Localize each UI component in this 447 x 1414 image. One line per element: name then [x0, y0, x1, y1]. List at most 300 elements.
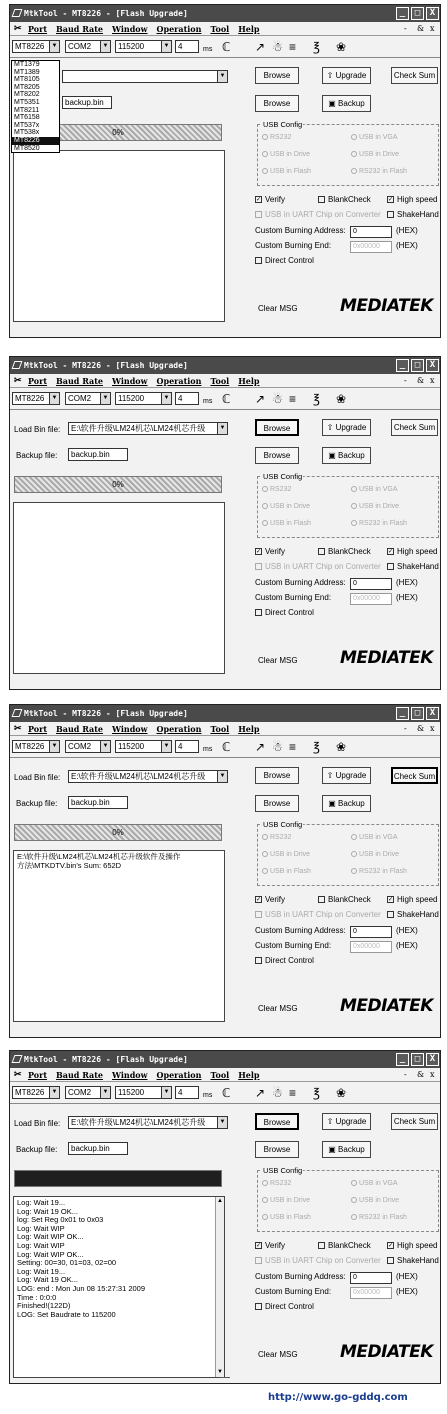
radio-icon[interactable]	[351, 134, 357, 140]
checkbox-icon[interactable]	[255, 257, 262, 264]
menu-baud-rate[interactable]: Baud Rate	[56, 24, 103, 34]
chip-option[interactable]: MT8205	[14, 83, 40, 91]
radio-icon[interactable]	[262, 1180, 268, 1186]
radio-icon[interactable]	[262, 1214, 268, 1220]
usb-option-6[interactable]	[351, 520, 407, 527]
port-select[interactable]	[65, 40, 111, 53]
usb-option-2[interactable]	[351, 134, 398, 141]
chevron-down-icon[interactable]: ▼	[100, 1087, 110, 1098]
chevron-down-icon[interactable]: ▼	[49, 1087, 59, 1098]
radio-icon[interactable]	[351, 1197, 357, 1203]
usb-converter-checkbox[interactable]	[255, 1256, 381, 1265]
radio-icon[interactable]	[351, 868, 357, 874]
blank-check-checkbox[interactable]	[318, 547, 371, 556]
floppy-icon: ▣	[328, 1145, 339, 1154]
log-line: 方法\MTKDTV.bin's Sum: 652D	[17, 860, 122, 870]
checkbox-icon[interactable]	[255, 563, 262, 570]
checkbox-icon[interactable]: ✓	[256, 897, 262, 904]
upgrade-button[interactable]	[322, 767, 371, 784]
menu-operation[interactable]: Operation	[156, 1070, 202, 1080]
menu-bar	[10, 1068, 440, 1082]
chip-icon[interactable]: ☃	[272, 1086, 283, 1100]
backup-button[interactable]	[322, 1141, 371, 1158]
menu-window[interactable]: Window	[112, 24, 148, 34]
mdi-restore-button[interactable]: &	[417, 24, 425, 33]
log-box	[13, 850, 225, 1022]
radio-icon[interactable]	[351, 520, 357, 526]
timeout-unit: ms	[203, 746, 213, 753]
chip-select-value: MT8226	[15, 394, 45, 403]
usb-converter-checkbox[interactable]	[255, 910, 381, 919]
signal-icon[interactable]: ℥	[313, 740, 320, 754]
chip-option[interactable]: MT8202	[14, 91, 40, 99]
radio-icon[interactable]	[351, 851, 357, 857]
radio-icon[interactable]	[262, 1197, 268, 1203]
signal-icon[interactable]: ℥	[313, 1086, 320, 1100]
clear-msg-button[interactable]: Clear MSG	[258, 1004, 298, 1013]
mdi-minimize-button[interactable]: -	[404, 1070, 407, 1079]
checkbox-icon[interactable]: ✓	[388, 549, 394, 556]
upgrade-button[interactable]	[322, 419, 371, 436]
book-icon[interactable]: ≡	[289, 740, 297, 754]
check-sum-button[interactable]: Check Sum	[391, 419, 438, 436]
chip-option[interactable]: MT538x	[14, 129, 40, 137]
chevron-down-icon[interactable]: ▼	[161, 1087, 171, 1098]
checkbox-icon[interactable]	[255, 911, 262, 918]
usb-option-5[interactable]	[262, 868, 311, 875]
usb-option-3[interactable]	[262, 503, 310, 510]
verify-checkbox-label: Verify	[265, 195, 286, 204]
chevron-down-icon[interactable]: ▼	[217, 423, 227, 434]
connect-icon[interactable]: ℂ	[222, 1086, 231, 1100]
timeout-input[interactable]: 4	[175, 40, 199, 53]
checkbox-icon[interactable]: ✓	[256, 549, 262, 556]
usb-option-1[interactable]	[262, 834, 291, 841]
usb-option-3[interactable]	[262, 851, 310, 858]
checkbox-icon[interactable]: ✓	[388, 897, 394, 904]
menu-window[interactable]: Window	[112, 376, 148, 386]
menu-help[interactable]: Help	[238, 376, 260, 386]
minimize-button[interactable]: _	[396, 7, 409, 20]
checkbox-icon[interactable]	[387, 1257, 394, 1264]
upgrade-button[interactable]	[322, 67, 371, 84]
usb-option-5[interactable]	[262, 520, 311, 527]
chevron-down-icon[interactable]: ▼	[161, 741, 171, 752]
port-select[interactable]	[65, 1086, 111, 1099]
chip-option[interactable]: MT1389	[14, 68, 40, 76]
checkbox-icon[interactable]	[255, 609, 262, 616]
usb-option-6[interactable]	[351, 868, 407, 875]
chip-select[interactable]	[12, 40, 60, 53]
usb-option-5[interactable]	[262, 1214, 311, 1221]
burn-address-input[interactable]: 0	[350, 578, 392, 590]
checkbox-icon[interactable]	[255, 211, 262, 218]
chip-option[interactable]: MT8520	[14, 144, 40, 152]
bin-path-value: E:\软件升级\LM24机芯\LM24机芯升级	[71, 424, 206, 433]
menu-bar	[10, 22, 440, 36]
chevron-down-icon[interactable]: ▼	[100, 741, 110, 752]
mdi-restore-button[interactable]: &	[417, 376, 425, 385]
backup-button[interactable]	[322, 447, 371, 464]
menu-operation[interactable]: Operation	[156, 724, 202, 734]
browse-backup-button[interactable]: Browse	[255, 795, 299, 812]
backup-path-input[interactable]: backup.bin	[68, 448, 128, 461]
usb-option-label: USB in Drive	[270, 503, 311, 510]
usb-option-5[interactable]	[262, 168, 311, 175]
hex-label: (HEX)	[396, 593, 418, 602]
radio-icon[interactable]	[351, 503, 357, 509]
timeout-input[interactable]: 4	[175, 740, 199, 753]
lightning-icon[interactable]: ↗	[255, 392, 266, 406]
connect-icon[interactable]: ℂ	[222, 392, 231, 406]
blank-check-checkbox[interactable]	[318, 195, 371, 204]
menu-port[interactable]: Port	[28, 1070, 48, 1080]
chevron-down-icon[interactable]: ▼	[217, 1117, 227, 1128]
window-title: MtkTool - MT8226 - [Flash Upgrade]	[24, 9, 188, 18]
shake-hand-checkbox[interactable]	[387, 210, 439, 219]
high-speed-checkbox[interactable]	[387, 1241, 437, 1250]
maximize-button[interactable]: □	[411, 707, 424, 720]
browse-backup-button[interactable]: Browse	[255, 447, 299, 464]
scroll-down-icon[interactable]: ▼	[217, 1369, 223, 1375]
check-sum-button[interactable]: Check Sum	[391, 767, 438, 784]
book-icon[interactable]: ≡	[289, 40, 297, 54]
burn-address-input[interactable]: 0	[350, 926, 392, 938]
connect-icon[interactable]: ℂ	[222, 740, 231, 754]
scissors-icon: ✂	[14, 724, 22, 734]
radio-icon[interactable]	[262, 134, 268, 140]
checkbox-icon[interactable]	[318, 1242, 325, 1249]
chip-option[interactable]: MT8226	[12, 137, 59, 145]
chevron-down-icon[interactable]: ▼	[217, 771, 227, 782]
chip-select[interactable]	[12, 392, 60, 405]
radio-icon[interactable]	[262, 168, 268, 174]
browse-bin-button[interactable]: Browse	[255, 419, 299, 436]
chip-option[interactable]: MT6158	[14, 114, 40, 122]
usb-option-4[interactable]	[351, 503, 399, 510]
mdi-restore-button[interactable]: &	[417, 1070, 425, 1079]
maximize-button[interactable]: □	[411, 1053, 424, 1066]
usb-option-2[interactable]	[351, 834, 398, 841]
scroll-up-icon[interactable]: ▲	[217, 1198, 223, 1204]
menu-operation[interactable]: Operation	[156, 24, 202, 34]
checkbox-icon[interactable]	[255, 1257, 262, 1264]
checkbox-icon[interactable]: ✓	[388, 1243, 394, 1250]
port-select-value: COM2	[68, 42, 92, 51]
chevron-down-icon[interactable]: ▼	[49, 393, 59, 404]
baud-select[interactable]	[115, 740, 172, 753]
radio-icon[interactable]	[262, 520, 268, 526]
radio-icon[interactable]	[351, 151, 357, 157]
backup-button[interactable]	[322, 95, 371, 112]
usb-option-2[interactable]	[351, 1180, 398, 1187]
checkbox-icon[interactable]	[387, 211, 394, 218]
checkbox-icon[interactable]: ✓	[256, 197, 262, 204]
load-bin-label: Load Bin file:	[14, 425, 61, 434]
bug-icon[interactable]: ❀	[336, 392, 347, 406]
high-speed-checkbox-label: High speed	[397, 195, 438, 204]
close-button[interactable]: X	[426, 1053, 439, 1066]
signal-icon[interactable]: ℥	[313, 392, 320, 406]
chip-icon[interactable]: ☃	[272, 40, 283, 54]
clear-msg-button[interactable]: Clear MSG	[258, 1350, 298, 1359]
usb-option-1[interactable]	[262, 1180, 291, 1187]
chevron-down-icon[interactable]: ▼	[161, 393, 171, 404]
usb-option-label: USB in Flash	[270, 868, 311, 875]
bug-icon[interactable]: ❀	[336, 740, 347, 754]
radio-icon[interactable]	[351, 1180, 357, 1186]
chevron-down-icon[interactable]: ▼	[49, 41, 59, 52]
log-box	[13, 150, 225, 322]
backup-path-input[interactable]: backup.bin	[68, 1142, 128, 1155]
checkbox-icon[interactable]: ✓	[256, 1243, 262, 1250]
high-speed-checkbox-label: High speed	[397, 895, 438, 904]
bin-path-value: E:\软件升级\LM24机芯\LM24机芯升级	[71, 772, 206, 781]
radio-icon[interactable]	[262, 851, 268, 857]
verify-checkbox[interactable]	[255, 895, 285, 904]
usb-option-label: USB in VGA	[359, 486, 398, 493]
mediatek-logo: MEDIATEK	[340, 996, 433, 1016]
connect-icon[interactable]: ℂ	[222, 40, 231, 54]
chip-option[interactable]: MT8105	[14, 76, 40, 84]
menu-baud-rate[interactable]: Baud Rate	[56, 376, 103, 386]
minimize-button[interactable]: _	[396, 359, 409, 372]
menu-tool[interactable]: Tool	[210, 1070, 230, 1080]
bin-path-select[interactable]	[68, 770, 228, 783]
progress-text: 0%	[112, 828, 124, 837]
chip-select-value: MT8226	[15, 42, 45, 51]
upgrade-button[interactable]	[322, 1113, 371, 1130]
browse-backup-button[interactable]: Browse	[255, 95, 299, 112]
mdi-close-button[interactable]: x	[430, 24, 435, 33]
usb-converter-checkbox[interactable]	[255, 210, 381, 219]
app-icon	[12, 1055, 23, 1063]
menu-tool[interactable]: Tool	[210, 24, 230, 34]
chip-icon[interactable]: ☃	[272, 740, 283, 754]
checkbox-icon[interactable]	[255, 1303, 262, 1310]
burn-end-input[interactable]: 0x00000	[350, 1287, 392, 1299]
maximize-button[interactable]: □	[411, 7, 424, 20]
checkbox-icon[interactable]	[318, 196, 325, 203]
usb-option-label: RS232	[270, 134, 292, 141]
shake-hand-checkbox[interactable]	[387, 1256, 439, 1265]
menu-window[interactable]: Window	[112, 724, 148, 734]
high-speed-checkbox[interactable]	[387, 547, 437, 556]
close-button[interactable]: X	[426, 707, 439, 720]
minimize-button[interactable]: _	[396, 1053, 409, 1066]
usb-option-4[interactable]	[351, 1197, 399, 1204]
lightning-icon[interactable]: ↗	[255, 1086, 266, 1100]
mdi-close-button[interactable]: x	[430, 1070, 435, 1079]
clear-msg-button[interactable]: Clear MSG	[258, 656, 298, 665]
mdi-close-button[interactable]: x	[430, 376, 435, 385]
bug-icon[interactable]: ❀	[336, 1086, 347, 1100]
menu-help[interactable]: Help	[238, 24, 260, 34]
chevron-down-icon[interactable]: ▼	[100, 41, 110, 52]
chip-select-value: MT8226	[15, 1088, 45, 1097]
port-select-value: COM2	[68, 742, 92, 751]
usb-option-label: RS232	[270, 834, 292, 841]
backup-path-input[interactable]: backup.bin	[62, 96, 112, 109]
radio-icon[interactable]	[262, 486, 268, 492]
usb-option-2[interactable]	[351, 486, 398, 493]
menu-help[interactable]: Help	[238, 724, 260, 734]
radio-icon[interactable]	[262, 503, 268, 509]
burn-end-input[interactable]: 0x00000	[350, 241, 392, 253]
radio-icon[interactable]	[262, 834, 268, 840]
clear-msg-button[interactable]: Clear MSG	[258, 304, 298, 313]
menu-bar	[10, 374, 440, 388]
shake-hand-checkbox[interactable]	[387, 562, 439, 571]
minimize-button[interactable]: _	[396, 707, 409, 720]
menu-port[interactable]: Port	[28, 376, 48, 386]
book-icon[interactable]: ≡	[289, 1086, 297, 1100]
chip-select[interactable]	[12, 1086, 60, 1099]
chip-option[interactable]: MT8211	[14, 106, 40, 114]
bin-path-select[interactable]	[62, 70, 228, 83]
mdi-close-button[interactable]: x	[430, 724, 435, 733]
blank-check-checkbox-label: BlankCheck	[328, 1241, 371, 1250]
timeout-input[interactable]: 4	[175, 392, 199, 405]
backup-path-input[interactable]: backup.bin	[68, 796, 128, 809]
direct-control-checkbox[interactable]	[255, 608, 314, 617]
burn-address-input[interactable]: 0	[350, 226, 392, 238]
browse-backup-button[interactable]: Browse	[255, 1141, 299, 1158]
chevron-down-icon[interactable]: ▼	[217, 71, 227, 82]
burn-address-input[interactable]: 0	[350, 1272, 392, 1284]
log-scrollbar[interactable]	[215, 1197, 224, 1377]
port-select[interactable]	[65, 740, 111, 753]
usb-option-6[interactable]	[351, 168, 407, 175]
baud-select[interactable]	[115, 392, 172, 405]
usb-option-1[interactable]	[262, 486, 291, 493]
close-button[interactable]: X	[426, 7, 439, 20]
browse-bin-button[interactable]: Browse	[255, 767, 299, 784]
usb-option-label: RS232	[270, 1180, 292, 1187]
maximize-button[interactable]: □	[411, 359, 424, 372]
verify-checkbox[interactable]	[255, 547, 285, 556]
bug-icon[interactable]: ❀	[336, 40, 347, 54]
baud-select[interactable]	[115, 1086, 172, 1099]
usb-option-6[interactable]	[351, 1214, 407, 1221]
bin-path-select[interactable]	[68, 422, 228, 435]
lightning-icon[interactable]: ↗	[255, 740, 266, 754]
close-button[interactable]: X	[426, 359, 439, 372]
radio-icon[interactable]	[262, 868, 268, 874]
mdi-minimize-button[interactable]: -	[404, 376, 407, 385]
burn-end-input[interactable]: 0x00000	[350, 941, 392, 953]
high-speed-checkbox[interactable]	[387, 195, 437, 204]
mediatek-logo: MEDIATEK	[340, 648, 433, 668]
usb-option-1[interactable]	[262, 134, 291, 141]
baud-select[interactable]	[115, 40, 172, 53]
usb-option-label: RS232 in Flash	[359, 868, 407, 875]
chevron-down-icon[interactable]: ▼	[100, 393, 110, 404]
signal-icon[interactable]: ℥	[313, 40, 320, 54]
burn-end-label: Custom Burning End:	[255, 941, 332, 950]
mdi-minimize-button[interactable]: -	[404, 24, 407, 33]
chip-option[interactable]: MT1379	[14, 61, 40, 68]
radio-icon[interactable]	[351, 1214, 357, 1220]
checkbox-icon[interactable]	[387, 563, 394, 570]
checkbox-icon[interactable]	[255, 957, 262, 964]
direct-control-checkbox[interactable]	[255, 956, 314, 965]
checkbox-icon[interactable]	[318, 548, 325, 555]
mdi-restore-button[interactable]: &	[417, 724, 425, 733]
usb-option-label: USB in Drive	[359, 151, 400, 158]
menu-operation[interactable]: Operation	[156, 376, 202, 386]
checkbox-icon[interactable]	[318, 896, 325, 903]
checkbox-icon[interactable]	[387, 911, 394, 918]
chip-option[interactable]: MT5351	[14, 98, 40, 106]
menu-window[interactable]: Window	[112, 1070, 148, 1080]
check-sum-button[interactable]: Check Sum	[391, 1113, 438, 1130]
chip-option[interactable]: MT537x	[14, 121, 40, 129]
baud-select-value: 115200	[118, 394, 145, 403]
direct-control-checkbox[interactable]	[255, 256, 314, 265]
menu-tool[interactable]: Tool	[210, 724, 230, 734]
menu-tool[interactable]: Tool	[210, 376, 230, 386]
usb-option-label: USB in Flash	[270, 168, 311, 175]
radio-icon[interactable]	[262, 151, 268, 157]
chip-select[interactable]	[12, 740, 60, 753]
menu-help[interactable]: Help	[238, 1070, 260, 1080]
check-sum-button[interactable]: Check Sum	[391, 67, 438, 84]
high-speed-checkbox[interactable]	[387, 895, 437, 904]
port-select[interactable]	[65, 392, 111, 405]
shake-hand-checkbox[interactable]	[387, 910, 439, 919]
backup-button[interactable]	[322, 795, 371, 812]
usb-option-3[interactable]	[262, 1197, 310, 1204]
blank-check-checkbox-label: BlankCheck	[328, 195, 371, 204]
scissors-icon: ✂	[14, 1070, 22, 1080]
usb-option-3[interactable]	[262, 151, 310, 158]
blank-check-checkbox[interactable]	[318, 1241, 371, 1250]
book-icon[interactable]: ≡	[289, 392, 297, 406]
menu-port[interactable]: Port	[28, 24, 48, 34]
radio-icon[interactable]	[351, 168, 357, 174]
verify-checkbox[interactable]	[255, 1241, 285, 1250]
bin-path-select[interactable]	[68, 1116, 228, 1129]
mdi-minimize-button[interactable]: -	[404, 724, 407, 733]
menu-baud-rate[interactable]: Baud Rate	[56, 1070, 103, 1080]
upgrade-icon: ⇧	[326, 71, 336, 80]
timeout-unit: ms	[203, 1092, 213, 1099]
radio-icon[interactable]	[351, 486, 357, 492]
radio-icon[interactable]	[351, 834, 357, 840]
menu-port[interactable]: Port	[28, 724, 48, 734]
chevron-down-icon[interactable]: ▼	[161, 41, 171, 52]
browse-bin-button[interactable]: Browse	[255, 1113, 299, 1130]
progress-bar	[14, 824, 222, 841]
burn-end-input[interactable]: 0x00000	[350, 593, 392, 605]
browse-bin-button[interactable]: Browse	[255, 67, 299, 84]
blank-check-checkbox[interactable]	[318, 895, 371, 904]
verify-checkbox[interactable]	[255, 195, 285, 204]
checkbox-icon[interactable]: ✓	[388, 197, 394, 204]
menu-baud-rate[interactable]: Baud Rate	[56, 724, 103, 734]
usb-converter-checkbox[interactable]	[255, 562, 381, 571]
direct-control-checkbox[interactable]	[255, 1302, 314, 1311]
usb-option-4[interactable]	[351, 151, 399, 158]
lightning-icon[interactable]: ↗	[255, 40, 266, 54]
usb-option-4[interactable]	[351, 851, 399, 858]
chevron-down-icon[interactable]: ▼	[49, 741, 59, 752]
timeout-input[interactable]: 4	[175, 1086, 199, 1099]
hex-label: (HEX)	[396, 226, 418, 235]
chip-icon[interactable]: ☃	[272, 392, 283, 406]
floppy-icon: ▣	[328, 451, 339, 460]
